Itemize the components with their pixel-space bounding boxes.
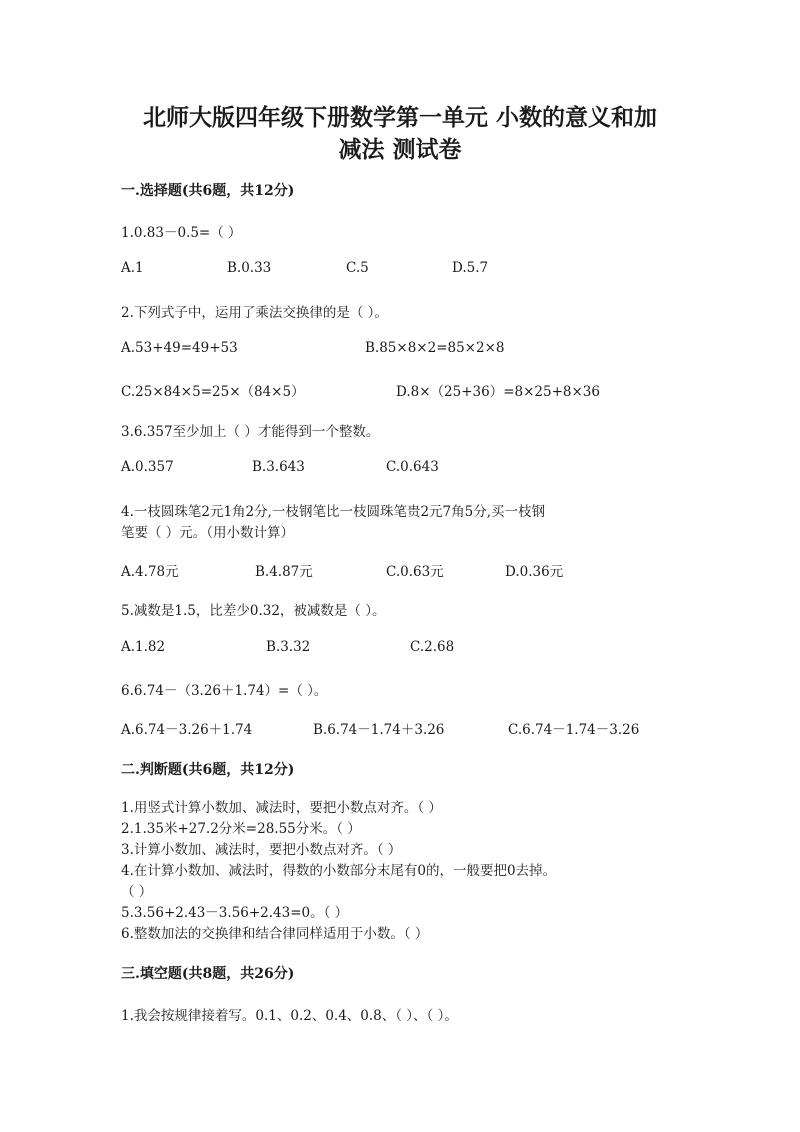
section-heading-choice: 一.选择题(共6题，共12分): [121, 183, 295, 199]
option-a: A.53+49=49+53: [121, 340, 238, 356]
page-title: 北师大版四年级下册数学第一单元 小数的意义和加: [142, 104, 657, 131]
option-b: B.6.74－1.74＋3.26: [313, 722, 445, 738]
question-stem: 1.0.83－0.5=（ ）: [121, 225, 242, 241]
judge-item: 2.1.35米+27.2分米=28.55分米。（ ）: [121, 821, 361, 837]
judge-item-continued: （ ）: [121, 884, 153, 900]
option-d: D.5.7: [452, 260, 489, 276]
option-c: C.2.68: [410, 639, 455, 655]
option-a: A.1: [121, 260, 144, 276]
option-a: A.0.357: [121, 459, 174, 475]
judge-item: 4.在计算小数加、减法时，得数的小数部分末尾有0的，一般要把0去掉。: [121, 863, 557, 879]
option-a: A.4.78元: [121, 564, 179, 580]
judge-item: 6.整数加法的交换律和结合律同样适用于小数。（ ）: [121, 926, 429, 942]
option-c: C.0.63元: [386, 564, 444, 580]
option-b: B.3.32: [266, 639, 311, 655]
option-c: C.6.74－1.74－3.26: [508, 722, 640, 738]
option-b: B.0.33: [227, 260, 272, 276]
option-c: C.0.643: [386, 459, 439, 475]
option-b: B.4.87元: [255, 564, 313, 580]
option-a: A.1.82: [121, 639, 166, 655]
question-stem: 3.6.357至少加上（ ）才能得到一个整数。: [121, 424, 380, 440]
option-c: C.25×84×5=25×（84×5）: [121, 384, 305, 400]
judge-item: 1.用竖式计算小数加、减法时，要把小数点对齐。（ ）: [121, 800, 442, 816]
option-b: B.85×8×2=85×2×8: [365, 340, 505, 356]
option-b: B.3.643: [252, 459, 305, 475]
question-stem: 5.减数是1.5，比差少0.32，被减数是（ ）。: [121, 603, 386, 619]
section-heading-true-false: 二.判断题(共6题，共12分): [121, 762, 295, 778]
option-a: A.6.74－3.26＋1.74: [121, 722, 253, 738]
option-d: D.0.36元: [505, 564, 564, 580]
fill-blank-item: 1.我会按规律接着写。0.1、0.2、0.4、0.8、（ ）、（ ）。: [121, 1008, 458, 1024]
question-stem: 6.6.74－（3.26＋1.74）=（ ）。: [121, 683, 328, 699]
question-stem: 2.下列式子中，运用了乘法交换律的是（ ）。: [121, 305, 388, 321]
judge-item: 5.3.56+2.43－3.56+2.43=0。（ ）: [121, 905, 349, 921]
option-c: C.5: [346, 260, 369, 276]
question-stem: 4.一枝圆珠笔2元1角2分,一枝钢笔比一枝圆珠笔贵2元7角5分,买一枝钢: [121, 504, 545, 520]
option-d: D.8×（25+36）=8×25+8×36: [396, 384, 600, 400]
page-title-continued: 减法 测试卷: [338, 136, 462, 163]
question-stem-continued: 笔要（ ）元。（用小数计算）: [121, 525, 295, 541]
section-heading-fill-blank: 三.填空题(共8题，共26分): [121, 966, 295, 982]
judge-item: 3.计算小数加、减法时，要把小数点对齐。（ ）: [121, 842, 402, 858]
